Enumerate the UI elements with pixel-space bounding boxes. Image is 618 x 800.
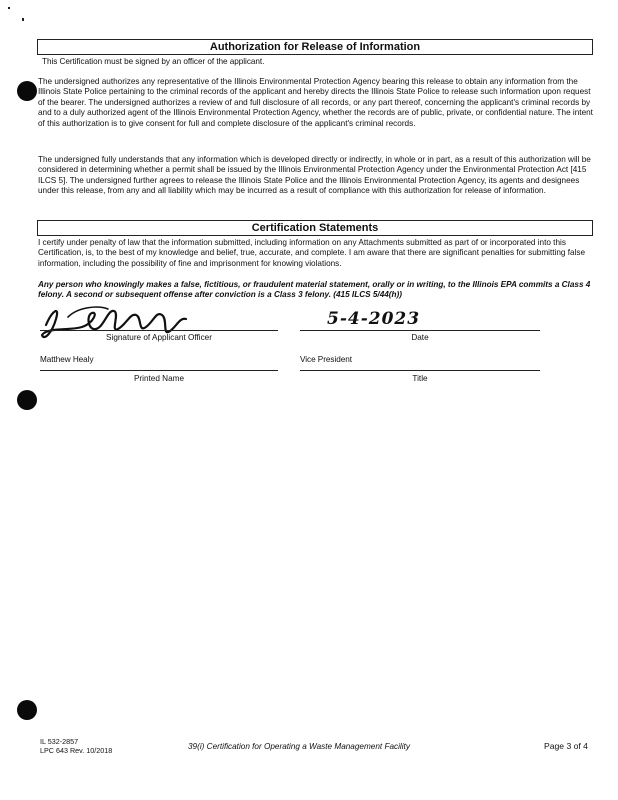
signature-caption: Signature of Applicant Officer (106, 333, 212, 342)
felony-warning: Any person who knowingly makes a false, fictitious, or fraudulent material statement, orally or in writing, to the Illinois EPA commits a Class 4 felony. A second or subsequent offense after conviction is a Class 3 felony. (415 ILCS 5/44(h)) (38, 280, 591, 300)
date-caption: Date (411, 333, 429, 342)
signature-date: 5-4-2023 (327, 309, 421, 329)
certification-heading: Certification Statements (37, 220, 593, 236)
scan-speck (22, 18, 24, 21)
scan-speck (8, 7, 10, 9)
punch-hole-top (17, 81, 37, 101)
authorization-heading: Authorization for Release of Information (37, 39, 593, 55)
printed-name: Matthew Healy (40, 355, 94, 364)
signature-line (40, 330, 278, 331)
date-line (300, 330, 540, 331)
authorization-paragraph-2: The undersigned fully understands that any information which is developed directly or indirectly, in whole or in part, as a result of this authorization will be considered in determining whether a permit shall be issued by the Illinois Environmental Protection Agency under the Environmental Protection Act [415 ILCS 5]. The undersigned further agrees to release the Illinois State Police and the Illinois Environmental Protection Agency, its agents and designees under this release, from any and all liability which may be incurred as a result of compliance with this authorization for release of information. (38, 155, 591, 196)
certification-paragraph: I certify under penalty of law that the information submitted, including information on any Attachments submitted as part of or incorporated into this Certification, is, to the best of my knowledge and belief, true, accurate, and complete. I am aware that there are significant penalties for submitting false information, including the possibility of fine and imprisonment for knowing violations. (38, 238, 586, 268)
form-number-line-2: LPC 643 Rev. 10/2018 (40, 745, 113, 755)
form-number (40, 738, 112, 755)
form-number-line-1: IL 532-2857 (40, 737, 79, 746)
punch-hole-middle (17, 390, 37, 410)
page-number: Page 3 of 4 (544, 741, 588, 751)
authorization-paragraph-1: The undersigned authorizes any representative of the Illinois Environmental Protection Agency bearing this release to obtain any information from the Illinois State Police pertaining to the criminal records of the applicant and hereby directs the Illinois State Police to release such information upon request of the bearer. The undersigned authorizes a review of and full disclosure of all records, or any part thereof, concerning the applicant's criminal records by and to a duly authorized agent of the Illinois Environmental Protection Agency, whether the records are of public, private, or confidential nature. The intent of this authorization is to give consent for full and complete disclosure of the applicant's criminal records. (38, 77, 593, 128)
title-value: Vice President (300, 355, 352, 364)
punch-hole-bottom (17, 700, 37, 720)
officer-signature-note: This Certification must be signed by an officer of the applicant. (42, 57, 265, 66)
title-line (300, 370, 540, 371)
title-caption: Title (412, 374, 428, 383)
printed-name-line (40, 370, 278, 371)
printed-name-caption: Printed Name (133, 374, 185, 383)
form-title: 39(i) Certification for Operating a Waste Management Facility (188, 742, 410, 751)
